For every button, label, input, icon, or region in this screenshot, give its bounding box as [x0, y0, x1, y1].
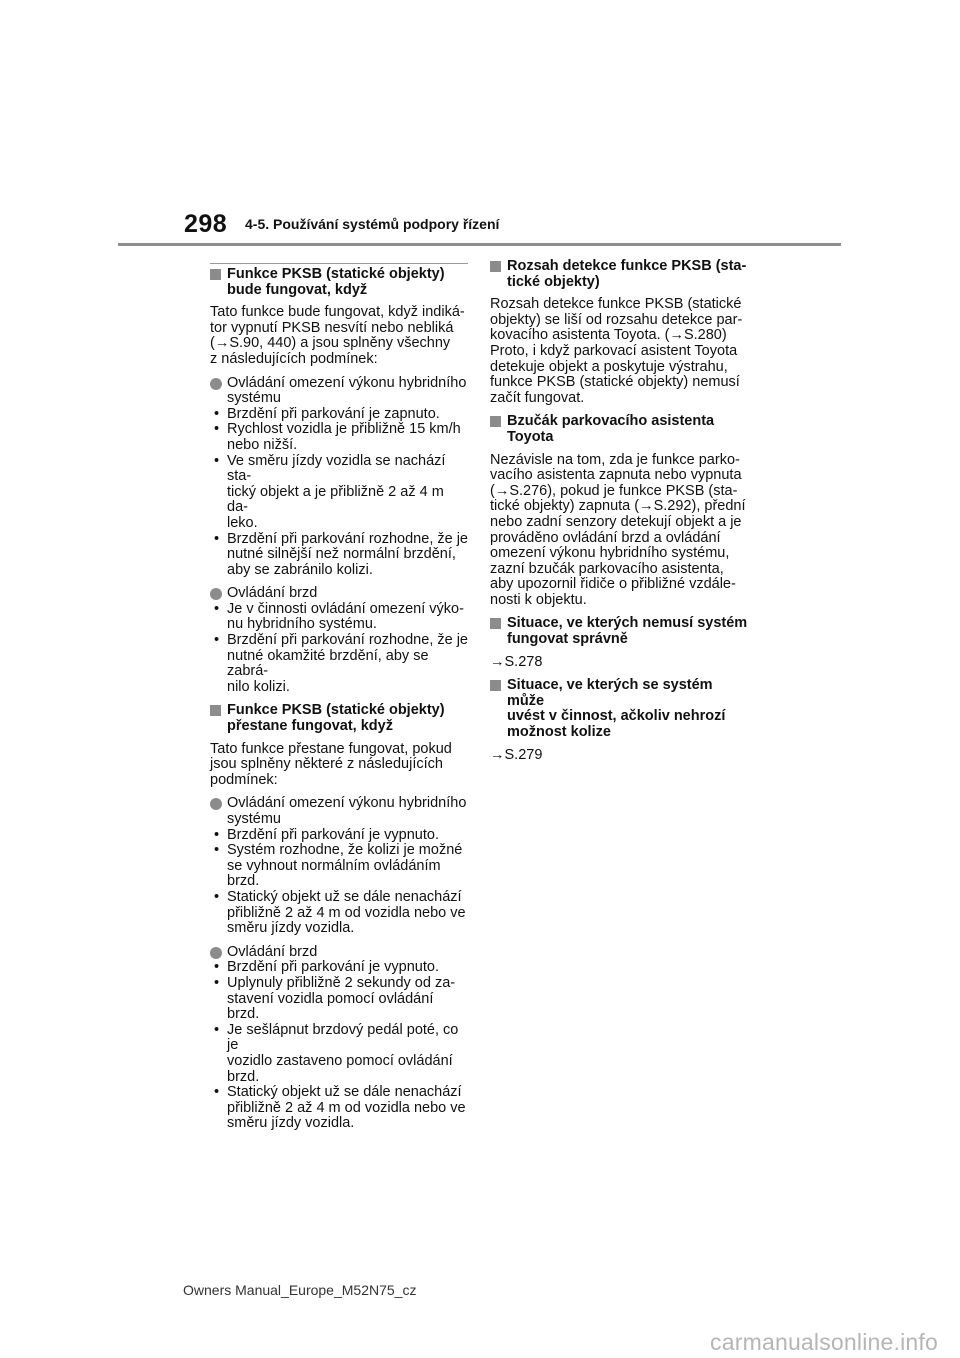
text-line: brzd.: [227, 873, 260, 890]
left-column: [210, 259, 468, 1140]
text-line: Rychlost vozidla je přibližně 15 km/h: [227, 421, 461, 438]
heading-line: přestane fungovat, když: [227, 718, 393, 735]
text-line: Ovládání omezení výkonu hybridního: [227, 374, 467, 391]
text-line: směru jízdy vozidla.: [227, 1115, 355, 1132]
text-line: funkce PKSB (statické objekty) nemusí: [490, 374, 740, 391]
text-line: nutné okamžité brzdění, aby se zabrá-: [227, 647, 429, 680]
circle-bullet-icon: [210, 798, 222, 810]
text-line: z následujících podmínek:: [210, 350, 378, 367]
text-line: Nezávisle na tom, zda je funkce parko-: [490, 451, 740, 468]
circle-bullet-icon: [210, 947, 222, 959]
text-line: objekty) se liší od rozsahu detekce par-: [490, 311, 743, 328]
list-item: [210, 633, 468, 695]
text-line: nutné silnější než normální brzdění,: [227, 546, 456, 563]
bullet-dot: •: [214, 421, 220, 438]
list-item: [210, 960, 468, 976]
text-line: brzd.: [227, 1068, 260, 1085]
heading-line: uvést v činnost, ačkoliv nehrozí: [507, 708, 726, 725]
text-line: Brzdění při parkování je vypnuto.: [227, 959, 439, 976]
text-line: aby upozornil řidiče o přibližné vzdále-: [490, 576, 736, 593]
page-reference: →S.279: [490, 746, 543, 763]
text-line: Ovládání brzd: [227, 585, 318, 602]
text-line: Tato funkce přestane fungovat, pokud: [210, 740, 452, 757]
text-line: tor vypnutí PKSB nesvítí nebo nebliká: [210, 319, 454, 336]
text-line: stavení vozidla pomocí ovládání brzd.: [227, 990, 434, 1023]
list-item: [210, 828, 468, 844]
heading-line: Toyota: [507, 428, 554, 445]
bullet-dot: •: [214, 842, 220, 859]
condition-group: [210, 586, 468, 695]
heading-line: Rozsah detekce funkce PKSB (sta-: [507, 258, 747, 274]
text-line: Systém rozhodne, že kolizi je možné: [227, 842, 463, 859]
text-line: (→S.276), pokud je funkce PKSB (sta-: [490, 482, 738, 499]
condition-title: [210, 376, 468, 407]
text-line: (→S.90, 440) a jsou splněny všechny: [210, 335, 451, 352]
square-bullet-icon: [490, 618, 501, 629]
text-line: přibližně 2 až 4 m od vozidla nebo ve: [227, 1099, 466, 1116]
text-line: tický objekt a je přibližně 2 až 4 m da-: [227, 483, 444, 516]
bullet-dot: •: [214, 632, 220, 649]
list-item: [210, 422, 468, 453]
section-heading: [210, 267, 468, 298]
paragraph: [490, 453, 748, 609]
page-reference: →S.278: [490, 653, 543, 670]
list-item: [210, 843, 468, 890]
bullet-dot: •: [214, 826, 220, 843]
heading-line: bude fungovat, když: [227, 281, 368, 298]
text-line: se vyhnout normálním ovládáním: [227, 857, 441, 874]
text-line: nebo zadní senzory detekují objekt a je: [490, 513, 742, 530]
paragraph: [210, 742, 468, 789]
text-line: podmínek:: [210, 771, 278, 788]
heading-line: Funkce PKSB (statické objekty): [227, 266, 445, 282]
section-heading: [490, 678, 748, 740]
text-line: začít fungovat.: [490, 389, 585, 406]
condition-title: [210, 586, 468, 602]
bullet-dot: •: [214, 974, 220, 991]
list-item: [210, 454, 468, 532]
text-line: prováděno ovládání brzd a ovládání: [490, 529, 721, 546]
text-line: tické objekty) zapnuta (→S.292), přední: [490, 498, 746, 515]
condition-title: [210, 796, 468, 827]
list-item: [210, 1085, 468, 1132]
section-heading: [490, 616, 748, 647]
list-item: [210, 976, 468, 1023]
text-line: Statický objekt už se dále nenachází: [227, 888, 462, 905]
watermark-text: carmanualsonline.info: [710, 1329, 938, 1355]
bullet-dot: •: [214, 600, 220, 617]
text-line: aby se zabránilo kolizi.: [227, 561, 373, 578]
heading-line: možnost kolize: [507, 724, 611, 741]
condition-group: [210, 376, 468, 579]
footer-text: Owners Manual_Europe_M52N75_cz: [183, 1282, 417, 1298]
bullet-dot: •: [214, 530, 220, 547]
text-line: detekuje objekt a poskytuje výstrahu,: [490, 358, 728, 375]
circle-bullet-icon: [210, 588, 222, 600]
list-item: [210, 532, 468, 579]
condition-group: [210, 945, 468, 1132]
text-line: kovacího asistenta Toyota. (→S.280): [490, 327, 727, 344]
bullet-dot: •: [214, 405, 220, 422]
bullet-dot: •: [214, 959, 220, 976]
text-line: jsou splněny některé z následujících: [210, 756, 443, 773]
bullet-dot: •: [214, 1021, 220, 1038]
text-line: Rozsah detekce funkce PKSB (statické: [490, 296, 742, 313]
heading-line: fungovat správně: [507, 631, 628, 648]
text-line: přibližně 2 až 4 m od vozidla nebo ve: [227, 904, 466, 921]
heading-line: Situace, ve kterých se systém může: [507, 677, 713, 709]
text-line: Brzdění při parkování je zapnuto.: [227, 405, 440, 422]
text-line: Ovládání brzd: [227, 943, 318, 960]
list-item: [210, 602, 468, 633]
text-line: Tato funkce bude fungovat, když indiká-: [210, 304, 465, 321]
text-line: Statický objekt už se dále nenachází: [227, 1084, 462, 1101]
section-heading: [210, 703, 468, 734]
bullet-dot: •: [214, 888, 220, 905]
text-line: Je v činnosti ovládání omezení výko-: [227, 600, 464, 617]
page-number: 298: [184, 210, 228, 238]
heading-line: Funkce PKSB (statické objekty): [227, 702, 445, 719]
right-column: [490, 259, 748, 771]
condition-group: [210, 796, 468, 936]
header-divider: [118, 243, 841, 246]
heading-line: Situace, ve kterých nemusí systém: [507, 615, 748, 632]
text-line: nu hybridního systému.: [227, 616, 377, 633]
paragraph: [490, 297, 748, 406]
chapter-title: 4-5. Používání systémů podpory řízení: [245, 216, 500, 232]
bullet-dot: •: [214, 1084, 220, 1101]
square-bullet-icon: [490, 261, 501, 272]
text-line: nilo kolizi.: [227, 678, 290, 695]
text-line: omezení výkonu hybridního systému,: [490, 545, 730, 562]
paragraph: [210, 305, 468, 367]
list-item: [210, 407, 468, 423]
square-bullet-icon: [210, 705, 221, 716]
list-item: [210, 1023, 468, 1085]
text-line: Ve směru jízdy vozidla se nachází sta-: [227, 452, 446, 485]
text-line: Uplynuly přibližně 2 sekundy od za-: [227, 974, 456, 991]
text-line: zazní bzučák parkovacího asistenta,: [490, 560, 724, 577]
text-line: Ovládání omezení výkonu hybridního: [227, 795, 467, 812]
text-line: Brzdění při parkování rozhodne, že je: [227, 530, 468, 547]
text-line: Je sešlápnut brzdový pedál poté, co je: [227, 1021, 459, 1054]
text-line: Proto, i když parkovací asistent Toyota: [490, 342, 738, 359]
text-line: nebo nižší.: [227, 436, 298, 453]
square-bullet-icon: [490, 680, 501, 691]
heading-line: tické objekty): [507, 273, 600, 290]
section-heading: [490, 259, 748, 290]
circle-bullet-icon: [210, 378, 222, 390]
section-heading: [490, 414, 748, 445]
text-line: systému: [227, 811, 281, 827]
text-line: Brzdění při parkování je vypnuto.: [227, 826, 439, 843]
text-line: vacího asistenta zapnuta nebo vypnuta: [490, 467, 742, 484]
square-bullet-icon: [210, 269, 221, 280]
text-line: Brzdění při parkování rozhodne, že je: [227, 632, 468, 649]
bullet-dot: •: [214, 452, 220, 469]
text-line: směru jízdy vozidla.: [227, 920, 355, 937]
heading-line: Bzučák parkovacího asistenta: [507, 413, 715, 430]
text-line: systému: [227, 390, 281, 407]
square-bullet-icon: [490, 416, 501, 427]
list-item: [210, 890, 468, 937]
text-line: vozidlo zastaveno pomocí ovládání: [227, 1052, 453, 1069]
text-line: nosti k objektu.: [490, 591, 587, 608]
condition-title: [210, 945, 468, 961]
text-line: leko.: [227, 514, 258, 531]
